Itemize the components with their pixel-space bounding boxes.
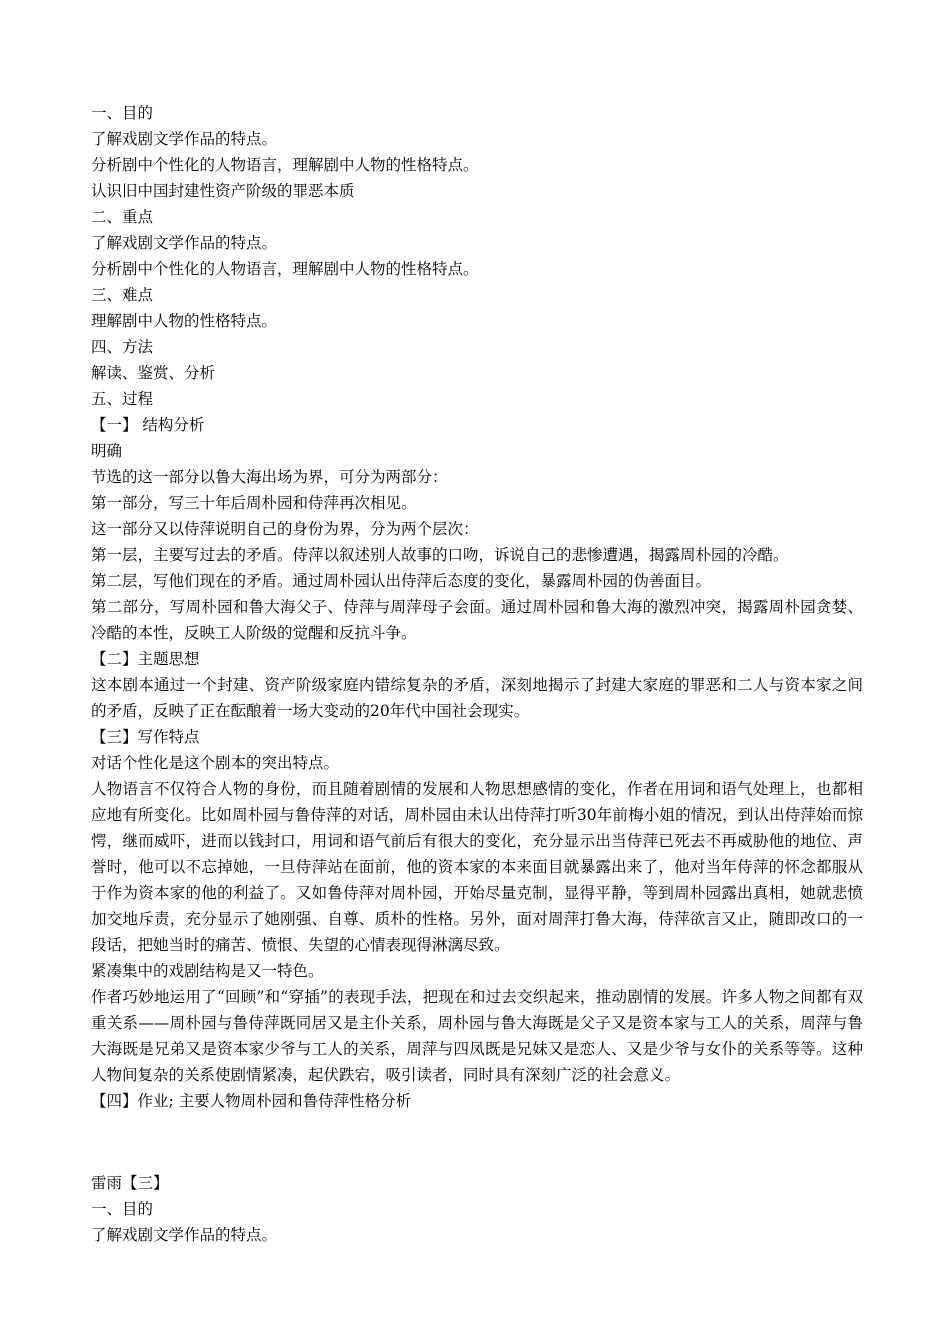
subheading-theme: 【二】主题思想 [91,650,200,668]
text-line: 这一部分又以侍萍说明自己的身份为界，分为两个层次： [91,520,479,538]
document-page [91,100,863,1248]
heading-focus: 二、重点 [91,208,154,226]
text-line-structure: 紧凑集中的戏剧结构是又一特色。 [91,962,324,980]
text-line: 分析剧中个性化的人物语言，理解剧中人物的性格特点。 [91,260,479,278]
subheading-homework: 【四】作业; 主要人物周朴园和鲁侍萍性格分析 [91,1092,412,1110]
text-line: 第二层，写他们现在的矛盾。通过周朴园认出侍萍后态度的变化，暴露周朴园的伪善面目。 [91,572,712,590]
text-line: 第一层，主要写过去的矛盾。侍萍以叙述别人故事的口吻，诉说自己的悲惨遭遇，揭露周朴园的冷酷。 [91,546,789,564]
section-spacer [91,1114,863,1170]
heading-process: 五、过程 [91,390,154,408]
heading-method: 四、方法 [91,338,154,356]
text-line-dialogue: 对话个性化是这个剧本的突出特点。 [91,754,340,772]
subheading-structure-analysis: 【一】 结构分析 [91,416,205,434]
heading-purpose: 一、目的 [91,104,154,122]
section-title-thunderstorm: 雷雨【三】 [91,1174,169,1192]
text-line: 认识旧中国封建性资产阶级的罪恶本质 [91,182,355,200]
paragraph-character-language: 人物语言不仅符合人物的身份，而且随着剧情的发展和人物思想感情的变化，作者在用词和语气处理上，也都相应地有所变化。比如周朴园与鲁侍萍的对话，周朴园由未认出侍萍打听30年前梅小姐的情况，到认出侍萍始而惊愕，继而威吓，进而以钱封口，用词和语气前后有很大的变化，充分显示出当侍萍已死去不再威胁他的地位、声誉时，他可以不忘掉她，一旦侍萍站在面前，他的资本家的本来面目就暴露出来了，他对当年侍萍的怀念都服从于作为资本家的他的利益了。又如鲁侍萍对周朴园，开始尽量克制，显得平静，等到周朴园露出真相，她就悲愤加交地斥责，充分显示了她刚强、自尊、质朴的性格。另外，面对周萍打鲁大海，侍萍欲言又止，随即改口的一段话，把她当时的痛苦、愤恨、失望的心情表现得淋漓尽致。 [91,780,863,954]
text-line: 明确 [91,442,123,460]
text-line: 第一部分，写三十年后周朴园和侍萍再次相见。 [91,494,417,512]
text-line: 解读、鉴赏、分析 [91,364,216,382]
section-block-2 [91,1170,863,1248]
text-line: 理解剧中人物的性格特点。 [91,312,278,330]
heading-difficulty: 三、难点 [91,286,154,304]
text-line: 了解戏剧文学作品的特点。 [91,234,278,252]
paragraph-theme: 这本剧本通过一个封建、资产阶级家庭内错综复杂的矛盾，深刻地揭示了封建大家庭的罪恶和二人与资本家之间的矛盾，反映了正在酝酿着一场大变动的20年代中国社会现实。 [91,676,863,720]
text-line: 分析剧中个性化的人物语言，理解剧中人物的性格特点。 [91,156,479,174]
subheading-writing-features: 【三】写作特点 [91,728,200,746]
text-line: 了解戏剧文学作品的特点。 [91,130,278,148]
heading-purpose: 一、目的 [91,1200,154,1218]
text-line: 节选的这一部分以鲁大海出场为界，可分为两部分： [91,468,448,486]
paragraph-dramatic-structure: 作者巧妙地运用了“回顾”和“穿插”的表现手法，把现在和过去交织起来，推动剧情的发展。许多人物之间都有双重关系——周朴园与鲁侍萍既同居又是主仆关系，周朴园与鲁大海既是父子又是资本家与工人的关系，周萍与鲁大海既是兄弟又是资本家少爷与工人的关系，周萍与四凤既是兄妹又是恋人、又是少爷与女仆的关系等等。这种人物间复杂的关系使剧情紧凑，起伏跌宕，吸引读者，同时具有深刻广泛的社会意义。 [91,988,863,1084]
paragraph-part-two: 第二部分，写周朴园和鲁大海父子、侍萍与周萍母子会面。通过周朴园和鲁大海的激烈冲突，揭露周朴园贪婪、冷酷的本性，反映工人阶级的觉醒和反抗斗争。 [91,598,863,642]
text-line: 了解戏剧文学作品的特点。 [91,1226,278,1244]
section-block-1 [91,100,863,594]
